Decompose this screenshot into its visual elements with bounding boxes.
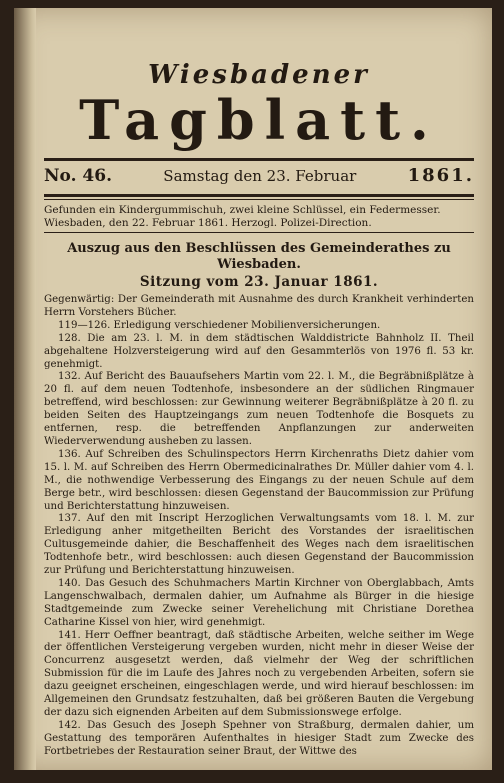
masthead-title: Tagblatt. (79, 88, 439, 152)
issue-number: No. 46. (44, 166, 112, 186)
masthead-top: Wiesbadener (148, 60, 370, 90)
article-paragraph: 141. Herr Oeffner beantragt, daß städtische Arbeiten, welche seither im Wege der öffentlichen Versteigerung vergeben wurden, nicht mehr in dieser Weise der Concurrenz ausgesetzt werden, daß vielmehr der Weg der schriftlichen Submission für die im Laufe des Jahres noch zu vergebenden Arbeiten, sofern sie dazu geeignet erscheinen, eingeschlagen werde, und wird hierauf beschlossen: im Allgemeinen den Grundsatz festzuhalten, daß bei größeren Bauten die Vergebung der dazu sich eignenden Arbeiten auf dem Submissionswege erfolge. (44, 629, 474, 718)
book-spine-shadow (14, 8, 36, 770)
newspaper-page (14, 8, 492, 770)
issue-date: Samstag den 23. Februar (163, 167, 357, 185)
issue-line (44, 161, 474, 188)
lost-found-notice: Gefunden ein Kindergummischuh, zwei kleine Schlüssel, ein Federmesser. (44, 204, 441, 216)
article-heading: Auszug aus den Beschlüssen des Gemeinderathes zu Wiesbaden. (67, 241, 451, 272)
issue-year: 1861. (407, 165, 474, 186)
article-paragraph: 137. Auf den mit Inscript Herzoglichen Verwaltungsamts vom 18. l. M. zur Erledigung anher mitgetheilten Bericht des Vorstandes der israelitischen Cultusgemeinde dahier, die Beschaffenheit des Weges nach dem israelitischen Todtenhofe betr., wird beschlossen: auch diesen Gegenstand der Baucommission zur Prüfung und Berichterstattung hinzuweisen. (44, 513, 474, 577)
article-body (44, 294, 474, 759)
issue-rule (44, 194, 474, 197)
article-paragraph: 128. Die am 23. l. M. in dem städtischen Walddistricte Bahnholz II. Theil abgehaltene Holzversteigerung wird auf den Gesammterlös von 1976 fl. 53 kr. genehmigt. (44, 332, 474, 370)
article-paragraph: 140. Das Gesuch des Schuhmachers Martin Kirchner von Oberglabbach, Amts Langenschwalbach, dermalen dahier, um Aufnahme als Bürger in die hiesige Stadtgemeinde zum Zwecke seiner Verehelichung mit Christiane Dorethea Catharine Kissel von hier, wird genehmigt. (44, 577, 474, 628)
page-content (44, 8, 474, 759)
article-paragraph: 136. Auf Schreiben des Schulinspectors Herrn Kirchenraths Dietz dahier vom 15. l. M. auf Schreiben des Herrn Obermedicinalrathes Dr. Müller dahier vom 4. l. M., die nothwendige Verbesserung des Eingangs zu der neuen Schule auf dem Berge betr., wird beschlossen: diesen Gegenstand der Baucommission zur Prüfung und Berichterstattung hinzuweisen. (44, 448, 474, 512)
article-paragraph: 132. Auf Bericht des Bauaufsehers Martin vom 22. l. M., die Begräbnißplätze à 20 fl. auf dem neuen Todtenhofe, insbesondere an der südlichen Ringmauer betreffend, wird beschlossen: zur Gewinnung weiterer Begräbnißplätze à 20 fl. zu beiden Seiten des Hauptzeingangs zum neuen Todtenhofe die Bosquets zu entfernen, resp. die betreffenden Anpflanzungen zur anderweiten Wiederverwendung ausheben zu lassen. (44, 371, 474, 447)
article-paragraph: 119—126. Erledigung verschiedener Mobilienversicherungen. (58, 319, 381, 331)
notice-signature: Wiesbaden, den 22. Februar 1861. Herzogl. Polizei-Direction. (44, 217, 372, 229)
article-paragraph: Gegenwärtig: Der Gemeinderath mit Ausnahme des durch Krankheit verhinderten Herrn Vorstehers Bücher. (44, 294, 474, 318)
notice-rule (44, 232, 474, 233)
article-subheading: Sitzung vom 23. Januar 1861. (139, 274, 379, 290)
article-paragraph: 142. Das Gesuch des Joseph Spehner von Straßburg, dermalen dahier, um Gestattung des temporären Aufenthaltes in hiesiger Stadt zum Zwecke des Fortbetriebes der Restauration seiner Braut, der Wittwe des (44, 719, 474, 757)
issue-rule-thin (44, 199, 474, 200)
